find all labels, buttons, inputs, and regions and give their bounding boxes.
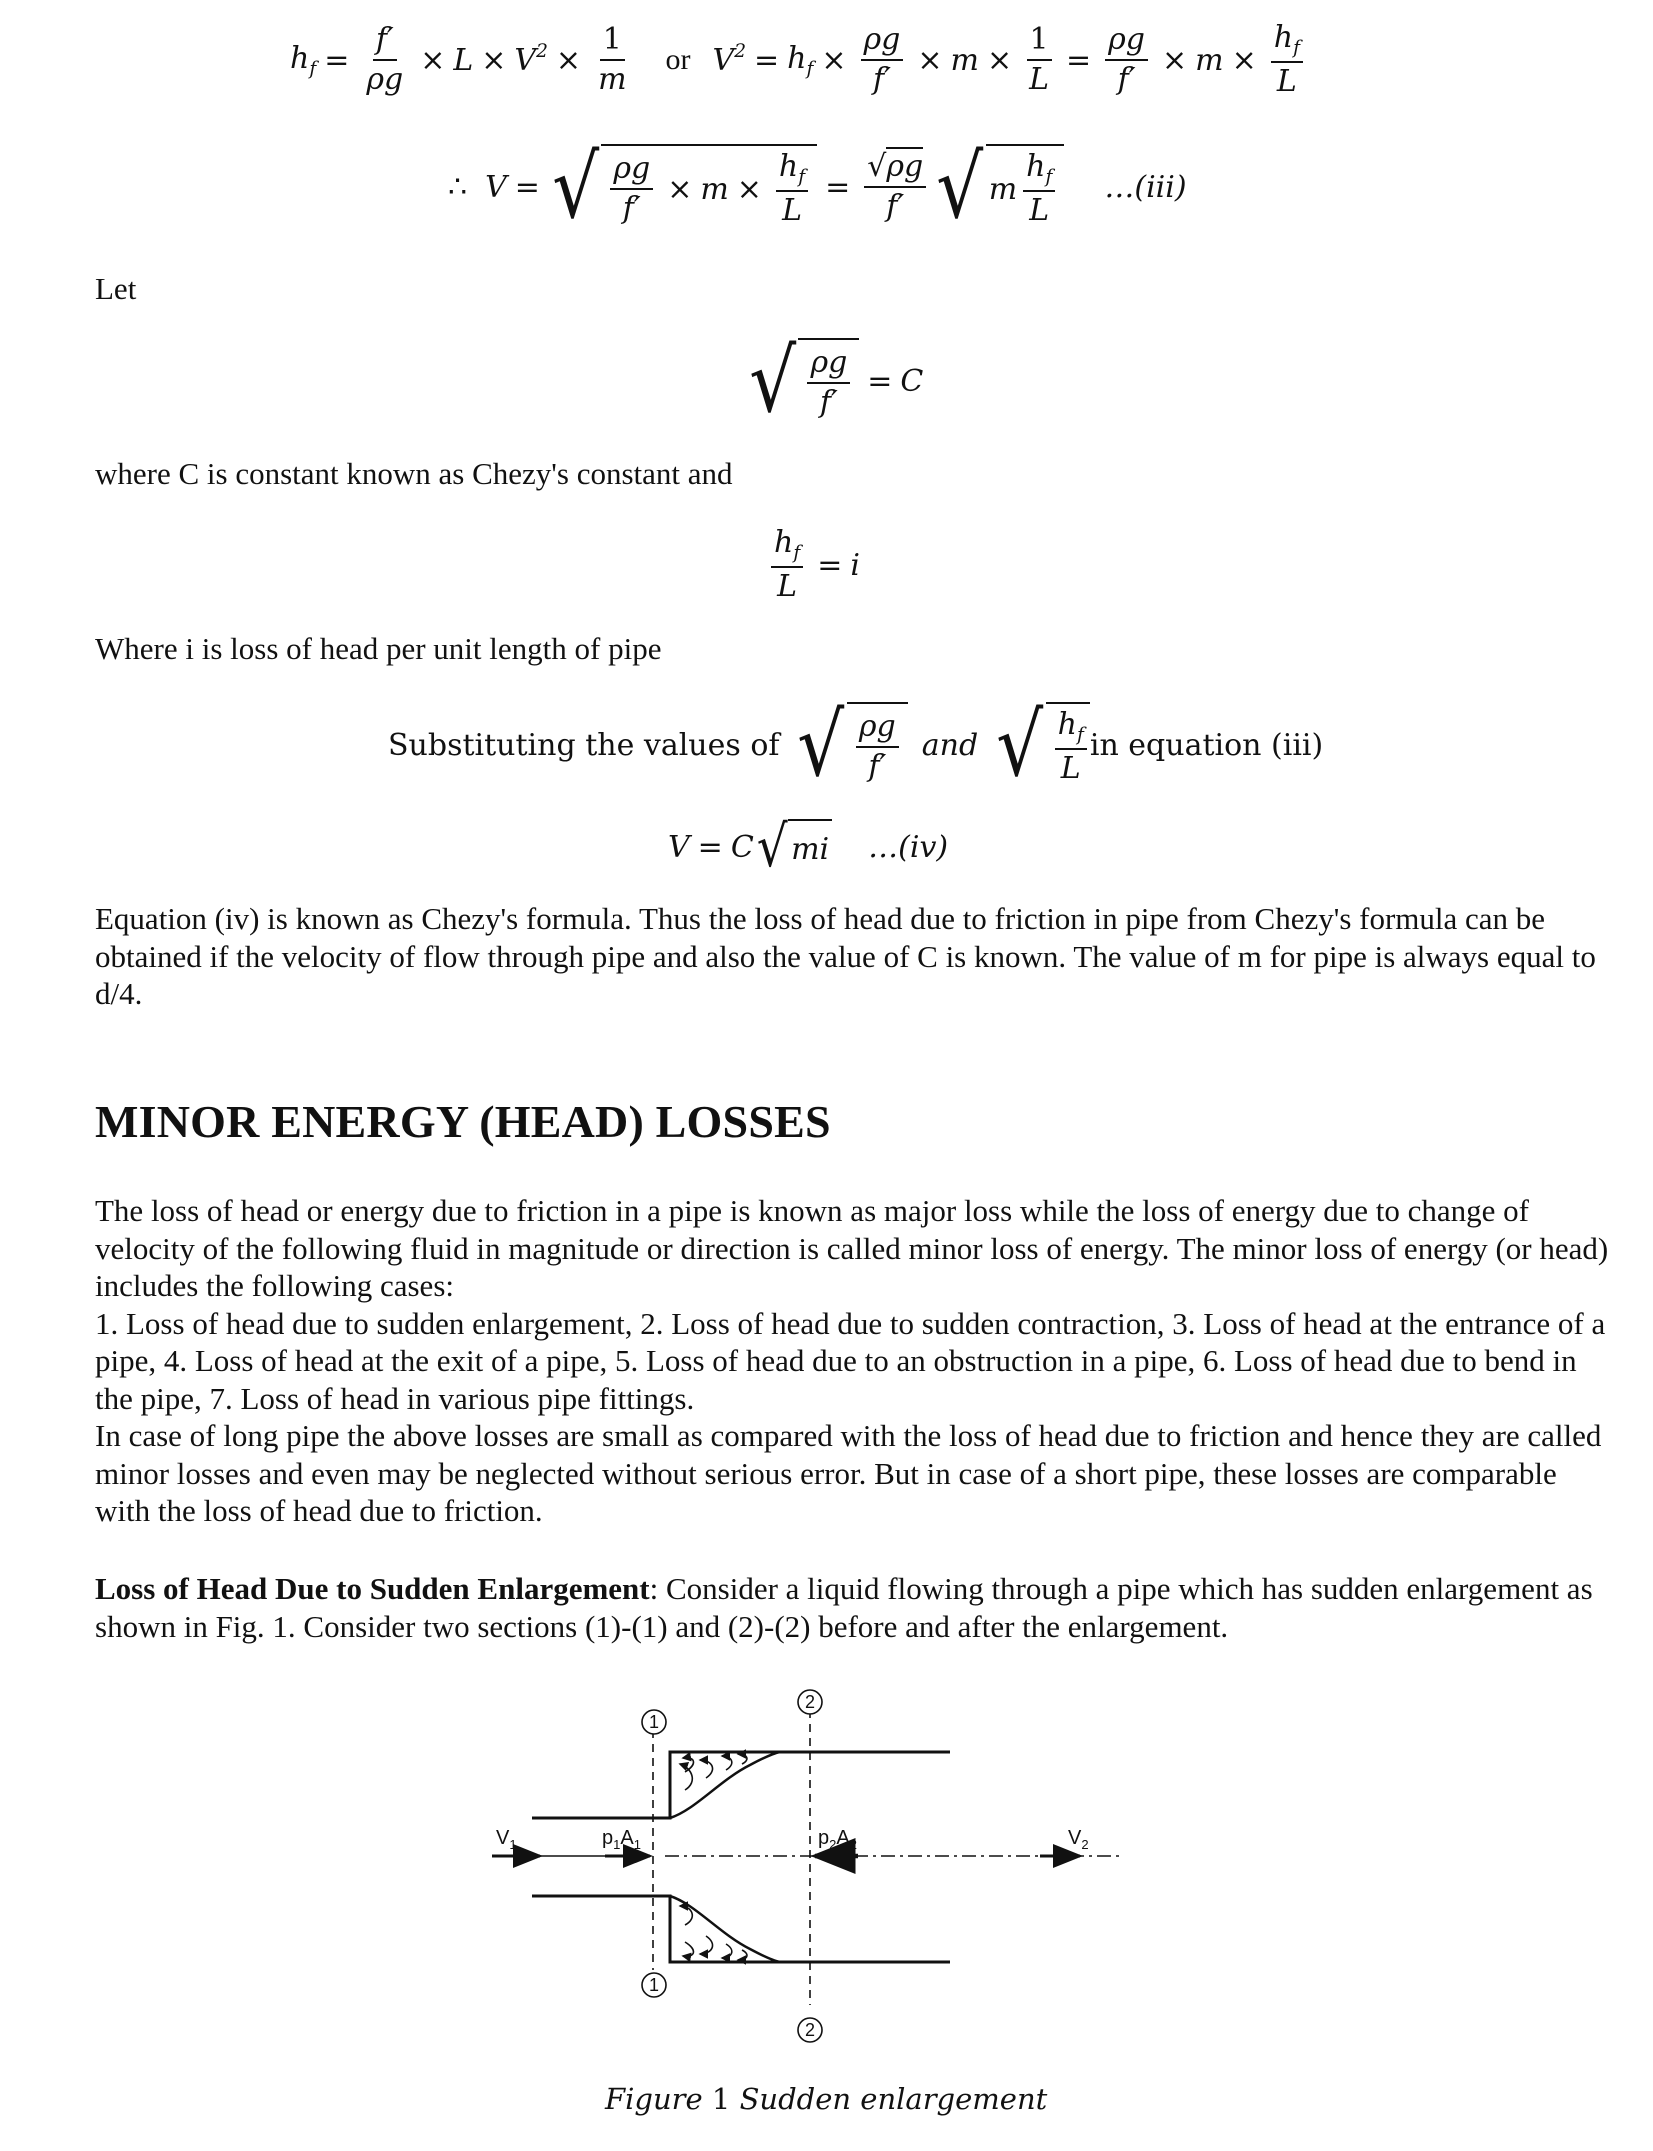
eq1-or: or [665,43,691,76]
p2a2-label: $p_2A_2$ [818,1827,857,1852]
eq1-fraction-hf-over-L: $\frac{h_f}{L}$ [1271,21,1303,99]
eq1-lhs: $h_f$ [290,40,317,80]
eq1-fraction-rhog-over-f-2: $\frac{\rho g}{f'}$ [1105,23,1148,98]
equation-hf-and-v-squared: $h_f$ = $\frac{f'}{\rho g}$ × L × $V^2$ × $\frac{1}{m}$ or $V^2$ = $h_f$ × $\frac{\rho g}{f'}$ × m × $\frac{1}{L}$ = $\frac{\rho g}{f'}$ × m × $\frac{h_f}{L}$ [290,14,1309,106]
section-1-bottom-label: 1 [648,1975,660,1995]
eq2-square-root: √ $\frac{\rho g}{f'}$ × m × $\frac{h_f}{L}$ [548,144,817,231]
substituting-line: Substituting the values of √ $\frac{\rho g}{f'}$ and √ $\frac{h_f}{L}$ in equation (iii) [388,693,1324,796]
equation-number-iv: …(iv) [868,829,949,865]
v1-label: $V_1$ [496,1827,517,1852]
minor-loss-note: In case of long pipe the above losses are small as compared with the loss of head due to friction and hence they are called minor losses and even may be neglected without serious error. But in case of a short pipe, these losses are comparable with the loss of head due to friction. [95,1418,1602,1528]
equation-number-iii: …(iii) [1104,169,1187,205]
section-heading: MINOR ENERGY (HEAD) LOSSES [95,1096,831,1147]
sudden-enlargement-figure [480,1660,1120,2050]
where-i-text: Where i is loss of head per unit length of pipe [95,631,662,666]
chezy-formula-paragraph: Equation (iv) is known as Chezy's formula. Thus the loss of head due to friction in pipe from Chezy's formula can be obtained if the velocity of flow through pipe and also the value of C is known. The value of m for pipe is always equal to d/4. [95,901,1596,1011]
equation-chezy-constant: √ $\frac{\rho g}{f'}$ = C [749,329,924,432]
minor-loss-cases: 1. Loss of head due to sudden enlargement, 2. Loss of head due to sudden contraction, 3. Loss of head at the entrance of a pipe, 4. Loss of head at the exit of a pipe, 5. Loss of head due to an obstruction in a pipe, 6. Loss of head due to bend in the pipe, 7. Loss of head in various pipe fittings. [95,1305,1606,1416]
eq1-fraction-rhog-over-f: $\frac{\rho g}{f'}$ [861,23,904,98]
eddy-arrows [680,1754,747,1960]
section-1-top-label: 1 [648,1712,660,1732]
section-2-bottom-label: 2 [804,2020,816,2040]
equation-iv-chezy-formula: V = C √ mi …(iv) [668,813,949,880]
eq1-fraction-f-over-rhog: $\frac{f'}{\rho g}$ [366,21,404,97]
eq1-fraction-1-over-L: $\frac{1}{L}$ [1026,23,1052,98]
let-text: Let [95,271,137,306]
eq1-fraction-1-over-m: $\frac{1}{m}$ [598,21,627,97]
v2-label: $V_2$ [1068,1827,1089,1852]
minor-loss-paragraph [95,1192,1615,1530]
section-markers [642,1690,822,2042]
where-c-text: where C is constant known as Chezy's constant and [95,456,733,491]
equation-iii-velocity: ∴ V = √ $\frac{\rho g}{f'}$ × m × $\frac{h_f}{L}$ = $\frac{√\rho g}{f'}$ √ m $\frac{h_f}{L}$ …(iii) [448,135,1187,238]
streamline-curves [670,1752,780,1962]
figure-caption: Figure 1 Sudden enlargement [605,2082,1048,2116]
pipe-walls [532,1752,950,1962]
p1a1-label: $p_1A_1$ [602,1827,641,1852]
equation-hydraulic-gradient: $\frac{h_f}{L}$ = i [765,520,860,610]
sudden-enlargement-title: Loss of Head Due to Sudden Enlargement [95,1571,650,1606]
minor-loss-intro: The loss of head or energy due to friction in a pipe is known as major loss while the loss of energy due to change of velocity of the following fluid in magnitude or direction is called minor loss of energy. The minor loss of energy (or head) includes the following cases: [95,1193,1609,1303]
sudden-enlargement-paragraph: Loss of Head Due to Sudden Enlargement: Consider a liquid flowing through a pipe which has sudden enlargement as shown in Fig. 1. Consider two sections (1)-(1) and (2)-(2) before and after the enlargement. [95,1571,1593,1644]
section-2-top-label: 2 [804,1692,816,1712]
